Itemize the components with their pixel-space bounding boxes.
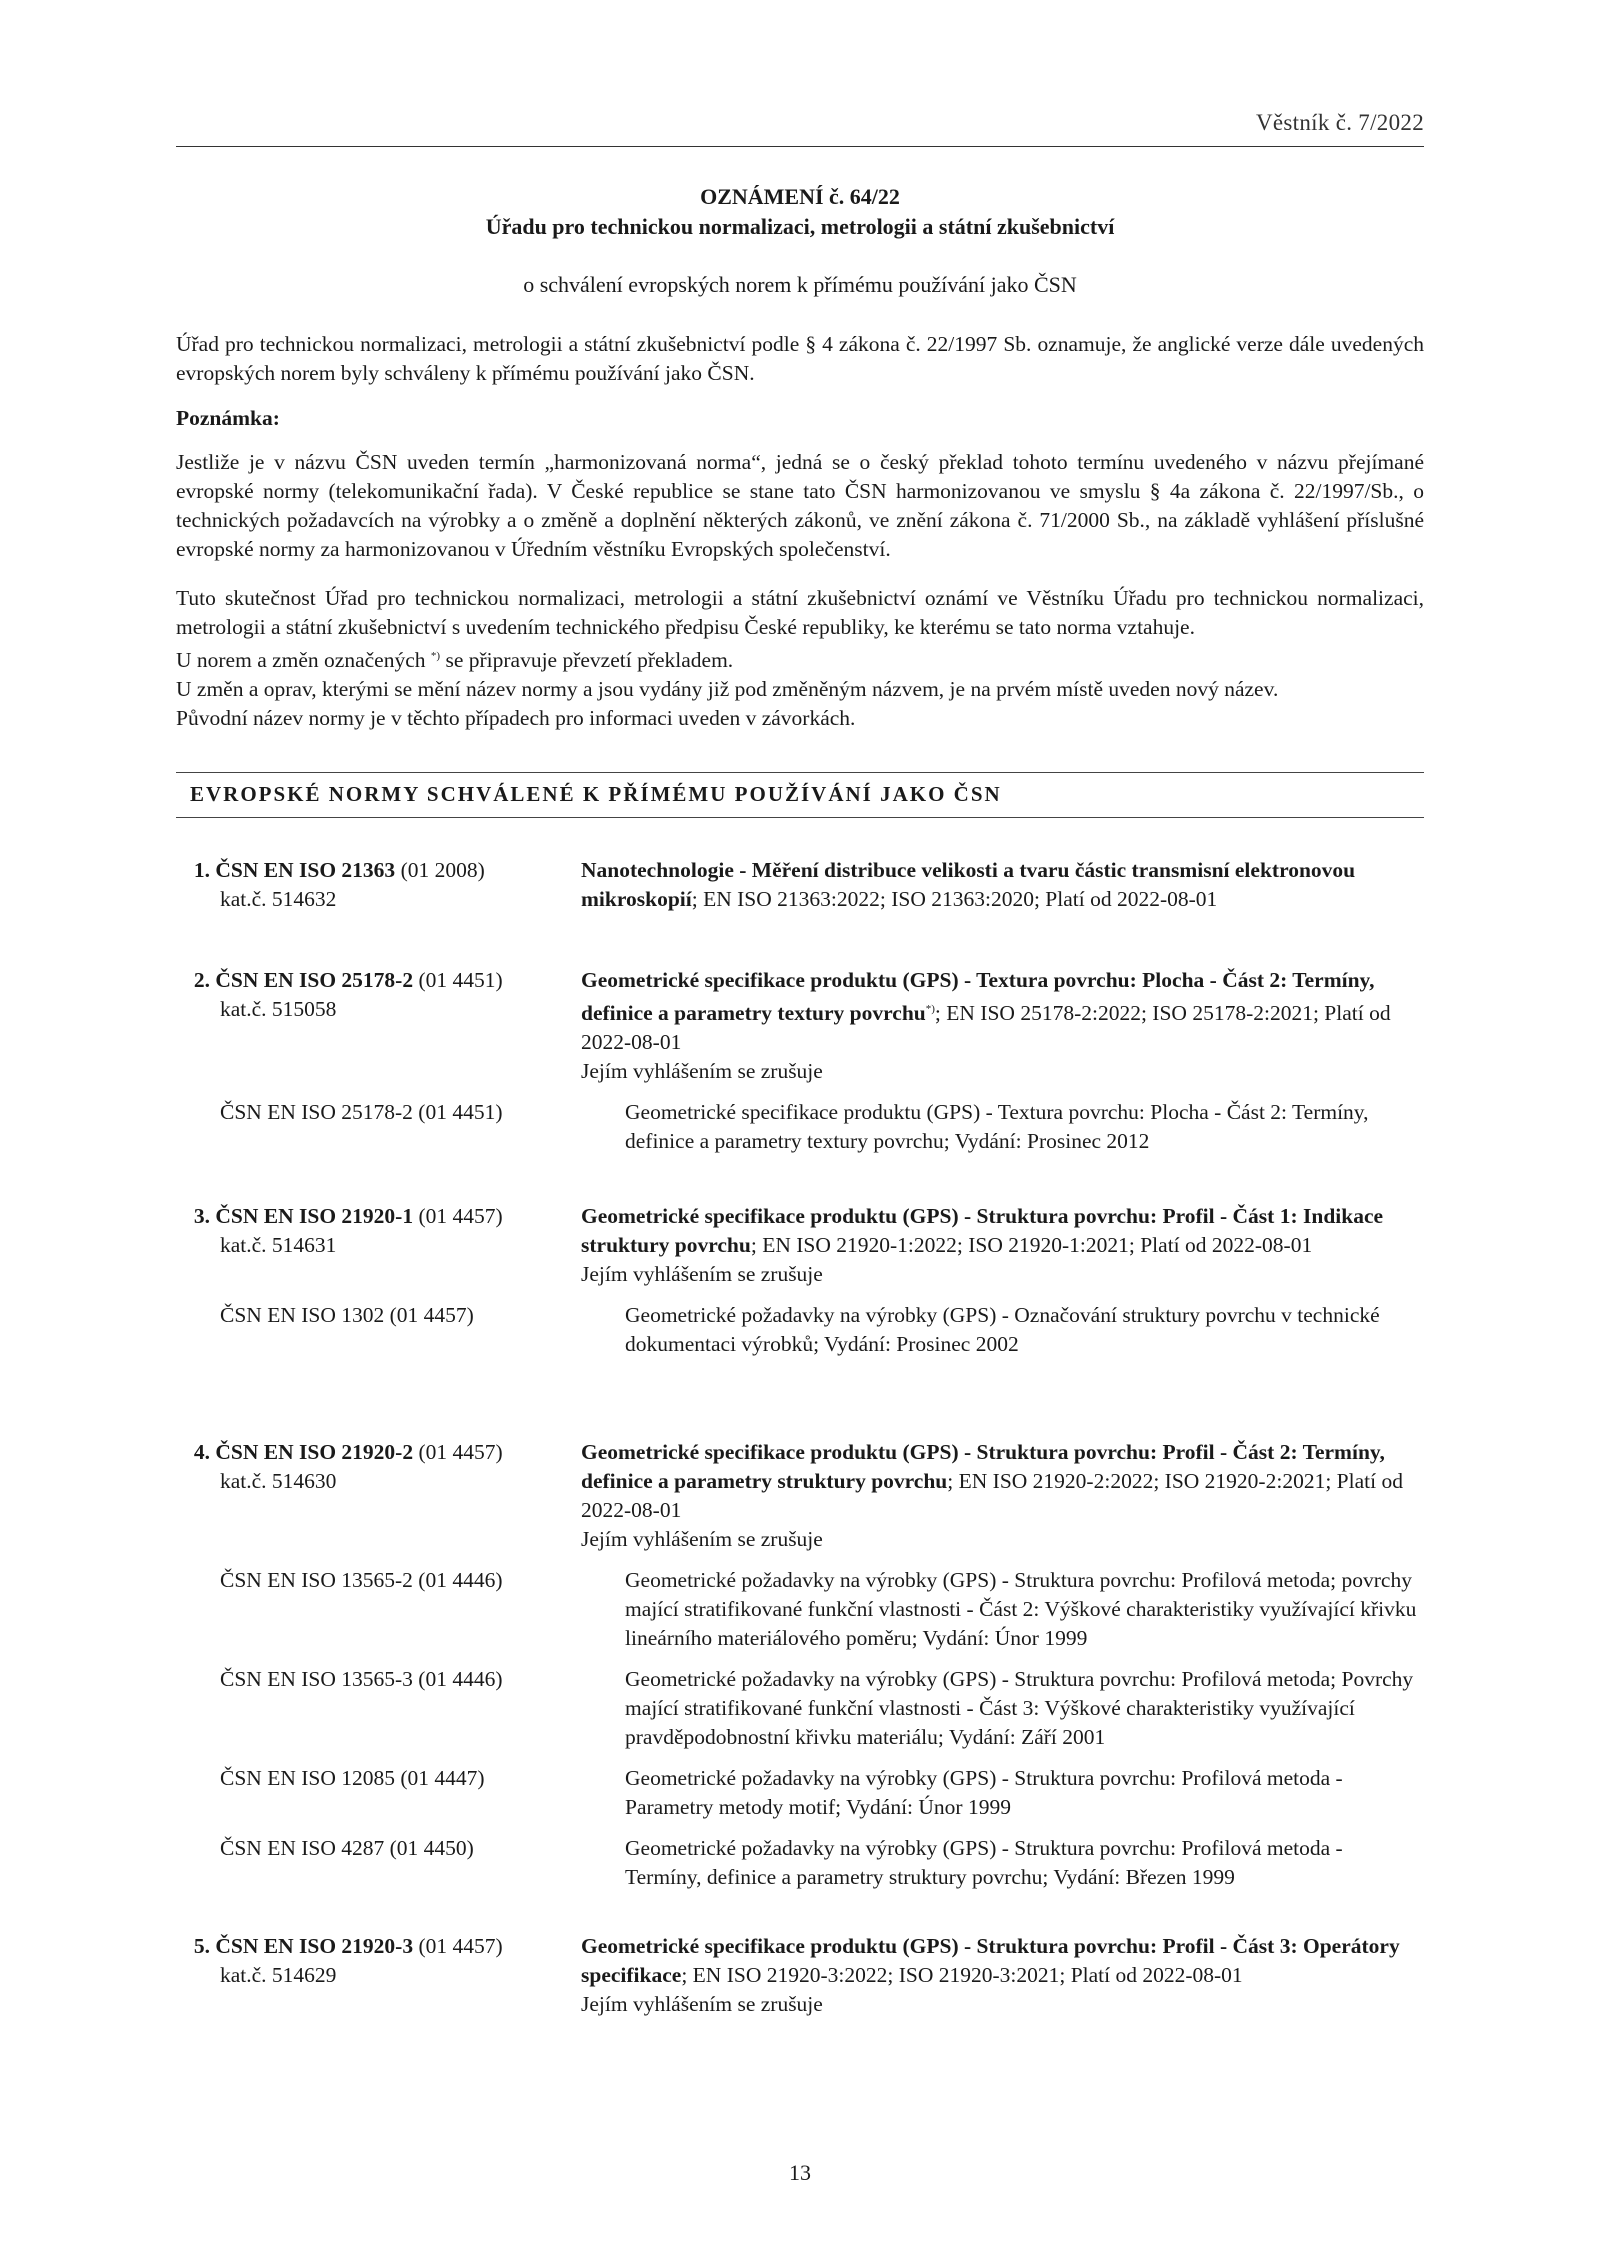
note-text: Jestliže je v názvu ČSN uveden termín „harmonizovaná norma“, jedná se o český překlad tohoto termínu uvedeného v názvu přejímané evropské normy (telekomunikační řada). V České republice se stane tato ČSN harmonizovanou ve smyslu § 4a zákona č. 22/1997/Sb., o technických požadavcích na výrobky a o změně a doplnění některých zákonů, ve znění zákona č. 71/2000 Sb., na základě vyhlášení příslušné evropské normy za harmonizovanou v Úředním věstníku Evropských společenství. (176, 450, 1424, 561)
translation-note-b: se připravuje převzetí překladem. (445, 648, 734, 672)
replaced-standard (176, 1764, 1424, 1822)
standard-details: ; EN ISO 21920-3:2022; ISO 21920-3:2021; Platí od 2022-08-01 (681, 1963, 1243, 1987)
standard-title: Geometrické specifikace produktu (GPS) - Struktura povrchu: Profil - Část 2: Termíny, definice a parametry struktury povrchu (581, 1440, 1385, 1493)
asterisk-mark: *) (430, 650, 441, 662)
standard-details: ; EN ISO 21363:2022; ISO 21363:2020; Platí od 2022-08-01 (691, 887, 1218, 911)
standard-entry (176, 1438, 1424, 1892)
catalog-number: kat.č. 515058 (220, 997, 337, 1021)
standard-entry (176, 856, 1424, 914)
cancel-note: Jejím vyhlášením se zrušuje (581, 1992, 823, 2016)
replaced-code: ČSN EN ISO 25178-2 (01 4451) (220, 1100, 503, 1124)
announcement-number: OZNÁMENÍ č. 64/22 (700, 184, 900, 209)
replaced-code: ČSN EN ISO 13565-3 (01 4446) (220, 1667, 503, 1691)
announcement-title (176, 182, 1424, 300)
standard-entry (176, 1202, 1424, 1359)
standard-title: Geometrické specifikace produktu (GPS) - Textura povrchu: Plocha - Část 2: Termíny, definice a parametry textury povrchu (581, 968, 1375, 1025)
translation-note-a: U norem a změn označených (176, 648, 426, 672)
cancel-note: Jejím vyhlášením se zrušuje (581, 1527, 823, 1551)
intro-text: Úřad pro technickou normalizaci, metrologii a státní zkušebnictví podle § 4 zákona č. 22/1997 Sb. oznamuje, že anglické verze dále uvedených evropských norem byly schváleny k přímému používání jako ČSN. (176, 332, 1424, 385)
page-header (176, 110, 1424, 147)
standard-class: (01 2008) (400, 858, 485, 882)
standard-details: ; EN ISO 25178-2:2022; ISO 25178-2:2021; Platí od 2022-08-01 (581, 1001, 1391, 1054)
cancel-note: Jejím vyhlášením se zrušuje (581, 1059, 823, 1083)
catalog-number: kat.č. 514631 (220, 1233, 337, 1257)
standard-entry (176, 966, 1424, 1156)
replaced-description: Geometrické požadavky na výrobky (GPS) - Struktura povrchu: Profilová metoda; Povrchy mající stratifikované funkční vlastnosti - Část 3: Výškové charakteristiky využívající pravděpodobnostní křivku materiálu; Vydání: Září 2001 (625, 1667, 1414, 1749)
replaced-description: Geometrické specifikace produktu (GPS) - Textura povrchu: Plocha - Část 2: Termíny, definice a parametry textury povrchu; Vydání: Prosinec 2012 (625, 1100, 1369, 1153)
standard-title: Nanotechnologie - Měření distribuce velikosti a tvaru částic transmisní elektronovou mikroskopií (581, 858, 1356, 911)
issuing-office: Úřadu pro technickou normalizaci, metrologii a státní zkušebnictví (485, 214, 1115, 239)
notice-paragraph (176, 584, 1424, 733)
entry-number: 1. (193, 858, 210, 882)
standard-title: Geometrické specifikace produktu (GPS) - Struktura povrchu: Profil - Část 3: Operátory specifikace (581, 1934, 1400, 1987)
replaced-code: ČSN EN ISO 1302 (01 4457) (220, 1303, 474, 1327)
asterisk-mark: *) (925, 1003, 935, 1015)
standard-title: Geometrické specifikace produktu (GPS) - Struktura povrchu: Profil - Část 1: Indikace struktury povrchu (581, 1204, 1384, 1257)
catalog-number: kat.č. 514629 (220, 1963, 337, 1987)
replaced-description: Geometrické požadavky na výrobky (GPS) - Označování struktury povrchu v technické dokumentaci výrobků; Vydání: Prosinec 2002 (625, 1303, 1380, 1356)
bulletin-number: Věstník č. 7/2022 (1256, 110, 1424, 135)
standard-class: (01 4457) (418, 1934, 503, 1958)
entry-number: 2. (193, 968, 210, 992)
cancel-note: Jejím vyhlášením se zrušuje (581, 1262, 823, 1286)
replaced-standard (176, 1566, 1424, 1653)
catalog-number: kat.č. 514632 (220, 887, 337, 911)
original-name-note: Původní název normy je v těchto případech pro informaci uveden v závorkách. (176, 706, 856, 730)
note-paragraph (176, 448, 1424, 564)
standard-code: ČSN EN ISO 21920-1 (215, 1204, 414, 1228)
announcement-subject: o schválení evropských norem k přímému používání jako ČSN (523, 272, 1077, 297)
standard-details: ; EN ISO 21920-1:2022; ISO 21920-1:2021; Platí od 2022-08-01 (750, 1233, 1313, 1257)
page-number: 13 (789, 2160, 811, 2185)
rename-note: U změn a oprav, kterými se mění název normy a jsou vydány již pod změněným názvem, je na prvém místě uveden nový název. (176, 677, 1279, 701)
catalog-number: kat.č. 514630 (220, 1469, 337, 1493)
replaced-description: Geometrické požadavky na výrobky (GPS) - Struktura povrchu: Profilová metoda; povrchy mající stratifikované funkční vlastnosti - Část 2: Výškové charakteristiky využívající křivku lineárního materiálového poměru; Vydání: Únor 1999 (625, 1568, 1417, 1650)
entry-number: 4. (193, 1440, 210, 1464)
standard-code: ČSN EN ISO 21363 (215, 858, 396, 882)
standard-class: (01 4457) (418, 1440, 503, 1464)
note-heading: Poznámka: (176, 406, 280, 430)
section-heading (176, 772, 1424, 818)
replaced-standard (176, 1665, 1424, 1752)
replaced-code: ČSN EN ISO 4287 (01 4450) (220, 1836, 474, 1860)
standard-class: (01 4457) (418, 1204, 503, 1228)
intro-paragraph (176, 330, 1424, 388)
entry-number: 3. (193, 1204, 210, 1228)
standard-details: ; EN ISO 21920-2:2022; ISO 21920-2:2021; Platí od 2022-08-01 (581, 1469, 1403, 1522)
replaced-description: Geometrické požadavky na výrobky (GPS) - Struktura povrchu: Profilová metoda - Parametry metody motif; Vydání: Únor 1999 (625, 1766, 1343, 1819)
standard-code: ČSN EN ISO 21920-2 (215, 1440, 414, 1464)
replaced-description: Geometrické požadavky na výrobky (GPS) - Struktura povrchu: Profilová metoda - Termíny, definice a parametry struktury povrchu; Vydání: Březen 1999 (625, 1836, 1343, 1889)
entry-number: 5. (193, 1934, 210, 1958)
replaced-standard (176, 1301, 1424, 1359)
replaced-standard (176, 1834, 1424, 1892)
note-label (176, 404, 1424, 433)
replaced-code: ČSN EN ISO 13565-2 (01 4446) (220, 1568, 503, 1592)
notice-text: Tuto skutečnost Úřad pro technickou normalizaci, metrologii a státní zkušebnictví oznámí ve Věstníku Úřadu pro technickou normalizaci, metrologii a státní zkušebnictví s uvedením technického předpisu České republiky, ke kterému se tato norma vztahuje. (176, 586, 1424, 639)
standard-code: ČSN EN ISO 21920-3 (215, 1934, 414, 1958)
standard-code: ČSN EN ISO 25178-2 (215, 968, 414, 992)
replaced-standard (176, 1098, 1424, 1156)
translation-note (176, 642, 1424, 675)
standard-class: (01 4451) (418, 968, 503, 992)
standard-entry (176, 1932, 1424, 2019)
replaced-code: ČSN EN ISO 12085 (01 4447) (220, 1766, 485, 1790)
section-heading-text: EVROPSKÉ NORMY SCHVÁLENÉ K PŘÍMÉMU POUŽÍVÁNÍ JAKO ČSN (190, 782, 1002, 806)
